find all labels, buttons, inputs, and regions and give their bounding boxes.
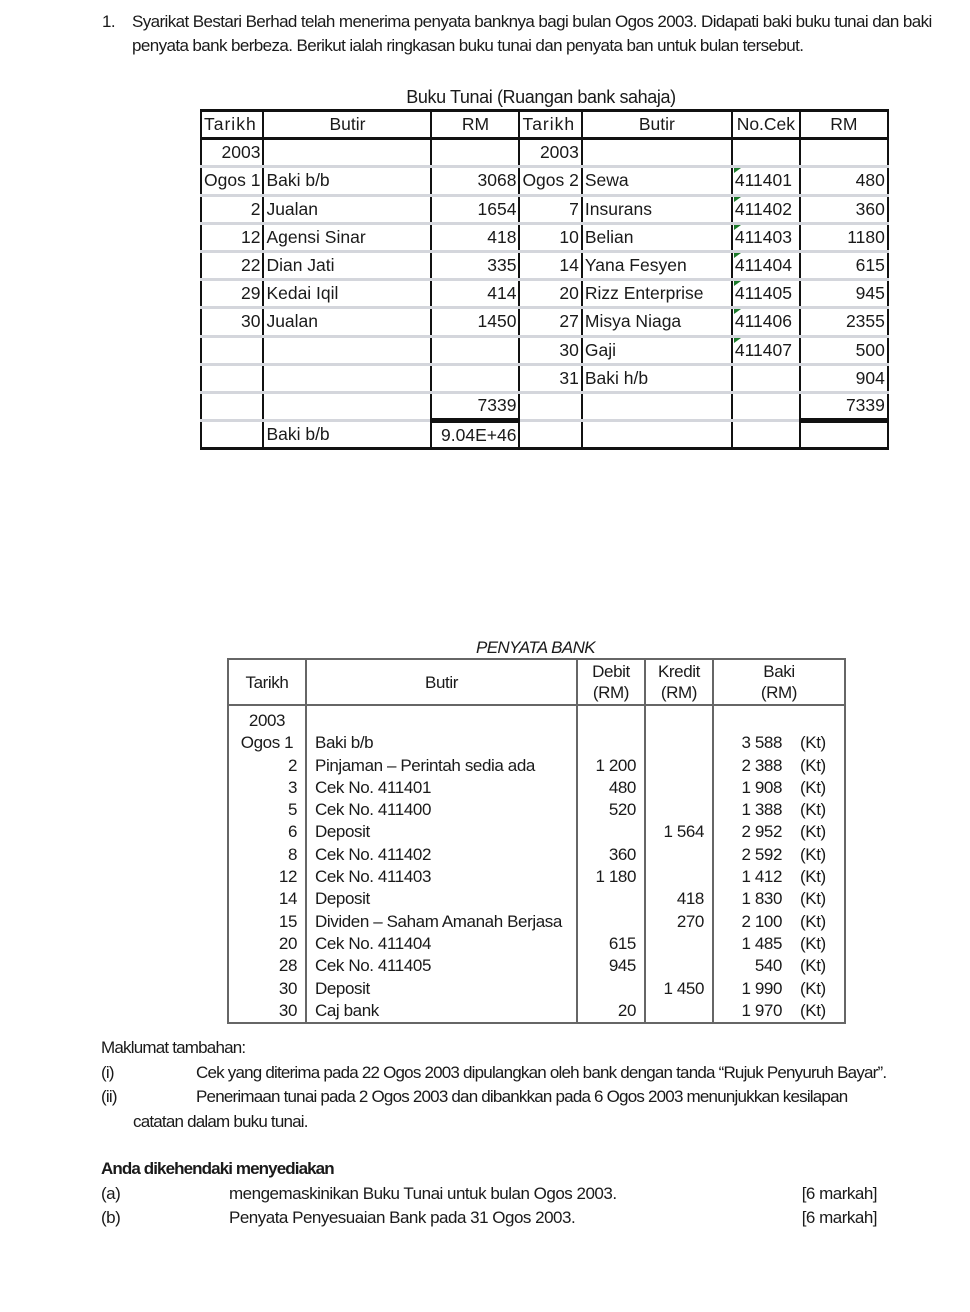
header-unit: (RM) [660, 683, 698, 702]
cell-tarikh: 2003 [201, 139, 263, 167]
cell-rm: 9.04E+46 [431, 421, 519, 449]
cell-butir: Insurans [582, 195, 732, 223]
balance-indicator: (Kt) [800, 755, 826, 775]
cell-tarikh: 12 [201, 223, 263, 251]
cell-tarikh: 30 [278, 978, 297, 998]
cell-butir: Cek No. 411403 [306, 866, 577, 888]
table-row [228, 777, 845, 799]
cell-tarikh: 30 [278, 1000, 297, 1020]
total-credit: 7339 [800, 392, 888, 420]
info-item [101, 1085, 969, 1134]
cell-tarikh: 31 [519, 364, 581, 392]
cell-baki [713, 888, 845, 910]
cell-comment-marker-icon [734, 253, 741, 258]
total-debit: 7339 [431, 392, 519, 420]
col-header-tarikh-credit: Tarikh [519, 111, 581, 139]
cell-tarikh: 20 [278, 933, 297, 953]
cell-rm: 418 [431, 223, 519, 251]
baki-amount: 1 970 [741, 1000, 782, 1020]
table-row [201, 167, 888, 195]
cell-tarikh: 14 [278, 889, 297, 909]
table-row [228, 755, 845, 777]
col-header-kredit [645, 659, 713, 705]
cell-tarikh [519, 392, 581, 420]
balance-indicator: (Kt) [800, 1000, 826, 1020]
table-row [228, 821, 845, 843]
cell-butir: Baki b/b [306, 732, 577, 754]
cell-kredit [645, 844, 713, 866]
cell-butir: Cek No. 411404 [306, 933, 577, 955]
table-row-total [201, 392, 888, 420]
cell-tarikh: 30 [519, 336, 581, 364]
cheque-number: 411405 [734, 283, 792, 304]
task-item-text: mengemaskinikan Buku Tunai untuk bulan Ogos 2003. [229, 1183, 617, 1203]
cell-butir [582, 139, 732, 167]
cell-tarikh: 8 [287, 844, 297, 864]
cell-tarikh: 10 [519, 223, 581, 251]
cell-tarikh: Ogos 1 [201, 167, 263, 195]
cell-kredit [645, 955, 713, 977]
cell-butir: Pinjaman – Perintah sedia ada [306, 755, 577, 777]
table-row [228, 1000, 845, 1023]
table-row [228, 888, 845, 910]
table-row [228, 911, 845, 933]
balance-indicator: (Kt) [800, 911, 826, 931]
cheque-number: 411401 [734, 170, 792, 191]
table-row [201, 195, 888, 223]
cell-comment-marker-icon [734, 281, 741, 286]
cell-debit: 20 [577, 1000, 645, 1023]
task-item-label: (b) [101, 1208, 121, 1227]
cell-no-cek [732, 336, 800, 364]
baki-amount: 1 485 [741, 933, 782, 953]
cell-kredit [645, 1000, 713, 1023]
cell-butir: Cek No. 411400 [306, 799, 577, 821]
task-item [101, 1206, 881, 1231]
cell-butir: Kedai Iqil [263, 280, 431, 308]
table-row [201, 336, 888, 364]
table-row [201, 280, 888, 308]
cell-tarikh: 27 [519, 308, 581, 336]
cell-no-cek [732, 167, 800, 195]
header-label: Debit [592, 662, 630, 681]
cell-rm: 414 [431, 280, 519, 308]
balance-indicator: (Kt) [800, 822, 826, 842]
col-header-tarikh: Tarikh [228, 659, 306, 705]
cell-no-cek [732, 251, 800, 279]
baki-amount: 1 412 [741, 867, 782, 887]
cell-debit: 520 [577, 799, 645, 821]
cell-no-cek [732, 308, 800, 336]
cell-rm [800, 421, 888, 449]
cell-butir: Cek No. 411405 [306, 955, 577, 977]
col-header-tarikh-debit: Tarikh [201, 111, 263, 139]
baki-amount: 2 388 [741, 755, 782, 775]
info-item-label: (ii) [101, 1087, 117, 1106]
cell-debit [577, 978, 645, 1000]
cell-baki [713, 1000, 845, 1023]
cell-debit: 945 [577, 955, 645, 977]
col-header-rm-debit: RM [431, 111, 519, 139]
baki-amount: 1 388 [741, 800, 782, 820]
cell-butir: Gaji [582, 336, 732, 364]
baki-amount: 1 830 [741, 889, 782, 909]
additional-info-heading: Maklumat tambahan: [101, 1038, 246, 1057]
cell-rm: 500 [800, 336, 888, 364]
cheque-number: 411402 [734, 198, 792, 219]
table-row [228, 732, 845, 754]
cell-tarikh: Ogos 2 [519, 167, 581, 195]
baki-amount: 2 952 [741, 822, 782, 842]
table-row [228, 978, 845, 1000]
info-item-text: Penerimaan tunai pada 2 Ogos 2003 dan dibankkan pada 6 Ogos 2003 menunjukkan kesilapan [196, 1087, 848, 1106]
task-item-marks: [6 markah] [801, 1208, 877, 1227]
cell-butir: Baki h/b [582, 364, 732, 392]
cell-butir: Cek No. 411402 [306, 844, 577, 866]
cell-no-cek [732, 223, 800, 251]
balance-indicator: (Kt) [800, 867, 826, 887]
cell-butir: Deposit [306, 978, 577, 1000]
cell-kredit [645, 732, 713, 754]
table-row [201, 139, 888, 167]
cell-rm: 2355 [800, 308, 888, 336]
cell-tarikh: 14 [519, 251, 581, 279]
cell-year: 2003 [248, 711, 286, 730]
cell-rm: 615 [800, 251, 888, 279]
cell-butir [263, 139, 431, 167]
col-header-butir-debit: Butir [263, 111, 431, 139]
baki-amount: 540 [754, 956, 782, 976]
cheque-number: 411406 [734, 311, 792, 332]
cell-tarikh: 2 [201, 195, 263, 223]
cell-baki [713, 755, 845, 777]
cell-no-cek [732, 139, 800, 167]
cell-baki [713, 866, 845, 888]
cell-tarikh: 22 [201, 251, 263, 279]
cell-debit [577, 732, 645, 754]
cell-butir: Deposit [306, 888, 577, 910]
cell-rm: 904 [800, 364, 888, 392]
cell-debit: 480 [577, 777, 645, 799]
info-item-text: Cek yang diterima pada 22 Ogos 2003 dipulangkan oleh bank dengan tanda “Rujuk Penyuruh Bayar”. [196, 1062, 887, 1082]
cell-debit: 1 180 [577, 866, 645, 888]
cell-kredit [645, 933, 713, 955]
table-row [201, 308, 888, 336]
cell-baki [713, 821, 845, 843]
balance-indicator: (Kt) [800, 777, 826, 797]
cell-tarikh: 5 [287, 800, 297, 820]
cell-kredit: 418 [645, 888, 713, 910]
cell-butir: Rizz Enterprise [582, 280, 732, 308]
cell-butir: Sewa [582, 167, 732, 195]
cell-butir: Jualan [263, 195, 431, 223]
cell-tarikh [519, 421, 581, 449]
bank-statement-table [227, 658, 846, 1024]
col-header-baki [713, 659, 845, 705]
bank-statement-header-row [228, 659, 845, 705]
cell-tarikh: 28 [278, 956, 297, 976]
cell-butir: Dian Jati [263, 251, 431, 279]
cell-butir: Dividen – Saham Amanah Berjasa [306, 911, 577, 933]
cell-tarikh: 12 [278, 867, 297, 887]
cell-tarikh: Ogos 1 [240, 733, 294, 753]
cell-debit: 360 [577, 844, 645, 866]
cell-debit: 1 200 [577, 755, 645, 777]
task-item [101, 1182, 881, 1207]
cell-tarikh: 20 [519, 280, 581, 308]
cheque-number: 411404 [734, 255, 792, 276]
cell-tarikh [201, 421, 263, 449]
table-row [228, 955, 845, 977]
bank-statement-title: PENYATA BANK [475, 638, 596, 657]
cell-tarikh: 30 [201, 308, 263, 336]
info-item-continuation: catatan dalam buku tunai. [133, 1111, 308, 1131]
cell-tarikh: 7 [519, 195, 581, 223]
cell-no-cek [732, 392, 800, 420]
task-heading: Anda dikehendaki menyediakan [101, 1159, 334, 1178]
cell-tarikh [201, 336, 263, 364]
cell-baki [713, 777, 845, 799]
cell-tarikh: 15 [278, 911, 297, 931]
task-item-label: (a) [101, 1183, 121, 1203]
baki-amount: 1 908 [741, 777, 782, 797]
task-item-text: Penyata Penyesuaian Bank pada 31 Ogos 2003. [229, 1208, 576, 1227]
cell-butir [582, 392, 732, 420]
cell-comment-marker-icon [734, 338, 741, 343]
header-unit: (RM) [592, 683, 630, 702]
additional-info [101, 1036, 969, 1134]
baki-amount: 1 990 [741, 978, 782, 998]
cell-kredit: 1 450 [645, 978, 713, 1000]
cell-butir: Yana Fesyen [582, 251, 732, 279]
cell-butir: Deposit [306, 821, 577, 843]
cell-butir [263, 392, 431, 420]
cell-comment-marker-icon [734, 168, 741, 173]
cell-butir: Baki b/b [263, 421, 431, 449]
cell-kredit: 270 [645, 911, 713, 933]
cell-butir: Cek No. 411401 [306, 777, 577, 799]
cell-debit [577, 911, 645, 933]
baki-amount: 3 588 [741, 733, 782, 753]
cash-book-table [200, 109, 889, 450]
cell-no-cek [732, 280, 800, 308]
table-row [201, 421, 888, 449]
cell-rm: 335 [431, 251, 519, 279]
col-header-no-cek: No.Cek [732, 111, 800, 139]
balance-indicator: (Kt) [800, 978, 826, 998]
cell-tarikh [201, 364, 263, 392]
cell-baki [713, 732, 845, 754]
table-row [228, 866, 845, 888]
cheque-number: 411403 [734, 226, 792, 247]
cell-rm: 1180 [800, 223, 888, 251]
info-item-label: (i) [101, 1062, 114, 1082]
task-item-marks: [6 markah] [801, 1183, 877, 1203]
cell-butir [263, 336, 431, 364]
cell-rm: 1450 [431, 308, 519, 336]
table-row [228, 844, 845, 866]
cell-baki [713, 844, 845, 866]
col-header-butir-credit: Butir [582, 111, 732, 139]
cell-kredit [645, 866, 713, 888]
cell-no-cek [732, 421, 800, 449]
cell-baki [713, 955, 845, 977]
table-row-year [228, 705, 845, 732]
table-row [201, 251, 888, 279]
cell-kredit [645, 777, 713, 799]
cell-tarikh: 6 [287, 822, 297, 842]
cell-rm [431, 139, 519, 167]
cell-comment-marker-icon [734, 309, 741, 314]
balance-indicator: (Kt) [800, 889, 826, 909]
baki-amount: 2 100 [741, 911, 782, 931]
cell-kredit [645, 755, 713, 777]
cell-butir: Agensi Sinar [263, 223, 431, 251]
header-label: Baki [763, 662, 795, 681]
cell-butir: Misya Niaga [582, 308, 732, 336]
question-intro [102, 10, 968, 58]
cell-rm: 1654 [431, 195, 519, 223]
cell-butir: Caj bank [306, 1000, 577, 1023]
baki-amount: 2 592 [741, 844, 782, 864]
cell-baki [713, 799, 845, 821]
table-row [201, 364, 888, 392]
cell-kredit [645, 799, 713, 821]
cell-tarikh: 3 [287, 777, 297, 797]
cell-rm [431, 336, 519, 364]
cell-rm: 480 [800, 167, 888, 195]
cell-tarikh: 2003 [519, 139, 581, 167]
balance-indicator: (Kt) [800, 844, 826, 864]
cell-rm [431, 364, 519, 392]
cell-rm: 945 [800, 280, 888, 308]
table-row [201, 223, 888, 251]
cell-butir [263, 364, 431, 392]
cell-butir: Belian [582, 223, 732, 251]
cell-tarikh [201, 392, 263, 420]
cash-book-title: Buku Tunai (Ruangan bank sahaja) [406, 87, 676, 107]
cell-butir [582, 421, 732, 449]
cell-kredit: 1 564 [645, 821, 713, 843]
balance-indicator: (Kt) [800, 933, 826, 953]
header-unit: (RM) [760, 683, 798, 702]
balance-indicator: (Kt) [800, 956, 826, 976]
header-label: Kredit [657, 662, 700, 681]
cash-book-header-row [201, 111, 888, 139]
cheque-number: 411407 [734, 339, 792, 360]
cell-butir: Baki b/b [263, 167, 431, 195]
cell-debit [577, 888, 645, 910]
balance-indicator: (Kt) [800, 800, 826, 820]
cell-comment-marker-icon [734, 197, 741, 202]
col-header-debit [577, 659, 645, 705]
cell-debit [577, 821, 645, 843]
cell-tarikh: 29 [201, 280, 263, 308]
col-header-butir: Butir [306, 659, 577, 705]
table-row [228, 799, 845, 821]
cell-rm: 3068 [431, 167, 519, 195]
task-section [101, 1157, 881, 1231]
question-number: 1. [102, 12, 115, 31]
balance-indicator: (Kt) [800, 733, 826, 753]
cell-butir: Jualan [263, 308, 431, 336]
cell-baki [713, 911, 845, 933]
col-header-rm-credit: RM [800, 111, 888, 139]
cell-rm [800, 139, 888, 167]
cell-comment-marker-icon [734, 225, 741, 230]
cell-debit: 615 [577, 933, 645, 955]
cell-tarikh: 2 [287, 755, 297, 775]
cell-no-cek [732, 195, 800, 223]
cell-baki [713, 933, 845, 955]
cell-no-cek [732, 364, 800, 392]
cell-rm: 360 [800, 195, 888, 223]
info-item [101, 1061, 969, 1086]
question-text: Syarikat Bestari Berhad telah menerima penyata banknya bagi bulan Ogos 2003. Didapati baki buku tunai dan baki penyata bank berbeza. Berikut ialah ringkasan buku tunai dan penyata ban untuk bulan tersebut. [132, 12, 932, 55]
cell-baki [713, 978, 845, 1000]
table-row [228, 933, 845, 955]
